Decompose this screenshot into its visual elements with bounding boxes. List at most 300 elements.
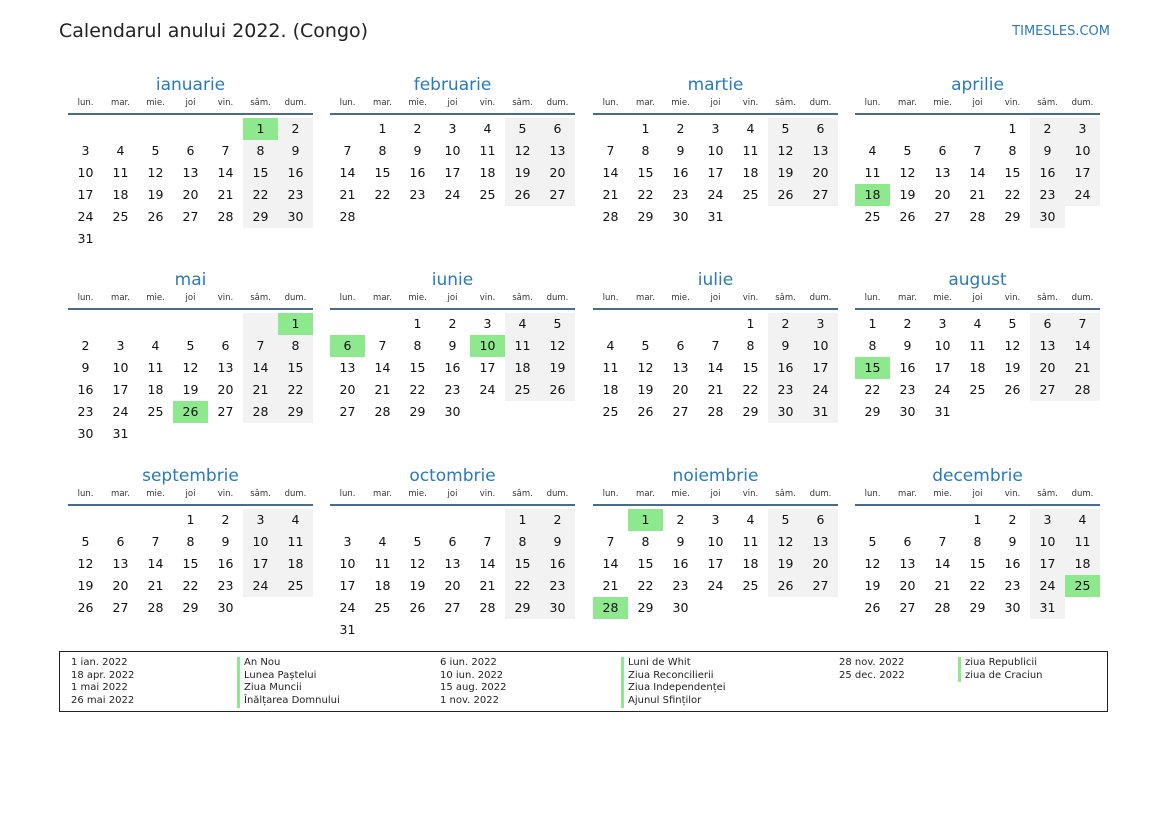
weekday-header xyxy=(855,97,1100,115)
day-cell: 30 xyxy=(672,209,689,224)
day-cell: 28 xyxy=(602,209,619,224)
day-cell: 24 xyxy=(803,379,838,401)
day-cell: 25 xyxy=(1065,575,1100,597)
empty-cell xyxy=(138,509,173,531)
month-octombrie xyxy=(330,464,575,641)
day-cell: 26 xyxy=(864,600,881,615)
weekday-header xyxy=(855,292,1100,310)
day-cell: 8 xyxy=(973,534,982,549)
empty-cell xyxy=(208,118,243,140)
day-cell: 2 xyxy=(1008,512,1017,527)
day-cell: 15 xyxy=(742,360,759,375)
weekday-label: joi xyxy=(185,98,196,108)
weekday-label: lun. xyxy=(77,98,94,108)
empty-cell xyxy=(698,597,733,619)
day-cell: 18 xyxy=(742,556,759,571)
day-cell: 2 xyxy=(278,118,313,140)
weekday-label: sâm. xyxy=(250,293,271,303)
day-cell: 4 xyxy=(746,121,755,136)
day-cell: 10 xyxy=(112,360,129,375)
day-cell: 20 xyxy=(540,162,575,184)
day-cell: 22 xyxy=(742,382,759,397)
month-iunie xyxy=(330,268,575,423)
legend-date: 15 aug. 2022 xyxy=(440,682,507,694)
day-cell: 25 xyxy=(742,578,759,593)
day-cell: 13 xyxy=(444,556,461,571)
empty-cell xyxy=(540,401,575,423)
day-cell: 3 xyxy=(938,316,947,331)
day-cell: 24 xyxy=(479,382,496,397)
weekday-label: lun. xyxy=(339,98,356,108)
day-cell: 30 xyxy=(444,404,461,419)
empty-cell xyxy=(890,509,925,531)
day-cell: 1 xyxy=(186,512,195,527)
day-cell: 5 xyxy=(1008,316,1017,331)
day-cell: 17 xyxy=(934,360,951,375)
day-cell: 13 xyxy=(540,140,575,162)
day-cell: 1 xyxy=(641,121,650,136)
weekday-label: joi xyxy=(185,489,196,499)
month-name: februarie xyxy=(413,75,492,95)
day-cell: 24 xyxy=(77,209,94,224)
weekday-label: mie. xyxy=(146,293,165,303)
day-cell: 4 xyxy=(483,121,492,136)
weekday-label: sâm. xyxy=(1037,98,1058,108)
day-cell: 12 xyxy=(77,556,94,571)
day-cell: 18 xyxy=(278,553,313,575)
day-cell: 6 xyxy=(676,338,685,353)
day-cell: 8 xyxy=(505,531,540,553)
day-cell: 2 xyxy=(768,313,803,335)
month-name: iulie xyxy=(697,270,734,290)
day-cell: 7 xyxy=(151,534,160,549)
day-cell: 20 xyxy=(444,578,461,593)
day-cell: 6 xyxy=(938,143,947,158)
day-cell: 21 xyxy=(1065,357,1100,379)
legend-holiday-name: An Nou xyxy=(237,657,280,670)
day-cell: 12 xyxy=(505,140,540,162)
day-cell: 9 xyxy=(903,338,912,353)
day-cell: 30 xyxy=(278,206,313,228)
day-cell: 23 xyxy=(540,575,575,597)
day-cell: 9 xyxy=(676,534,685,549)
day-cell: 5 xyxy=(768,509,803,531)
day-cell: 26 xyxy=(77,600,94,615)
day-cell: 11 xyxy=(1065,531,1100,553)
weekday-label: dum. xyxy=(546,98,569,108)
day-cell: 23 xyxy=(217,578,234,593)
weekday-label: sâm. xyxy=(1037,293,1058,303)
day-cell: 14 xyxy=(602,556,619,571)
day-cell: 27 xyxy=(182,209,199,224)
empty-cell xyxy=(208,228,243,250)
empty-cell xyxy=(540,619,575,641)
day-cell: 14 xyxy=(969,165,986,180)
day-cell: 23 xyxy=(672,187,689,202)
day-cell: 17 xyxy=(112,382,129,397)
day-cell: 29 xyxy=(409,404,426,419)
day-cell: 28 xyxy=(479,600,496,615)
empty-cell xyxy=(330,509,365,531)
day-cell: 17 xyxy=(77,187,94,202)
day-cell: 9 xyxy=(540,531,575,553)
day-cell: 14 xyxy=(243,357,278,379)
empty-cell xyxy=(435,619,470,641)
day-cell: 28 xyxy=(243,401,278,423)
day-cell: 31 xyxy=(112,426,129,441)
day-cell: 6 xyxy=(221,338,230,353)
weekday-label: joi xyxy=(710,489,721,499)
weekday-label: vin. xyxy=(479,293,496,303)
month-name: mai xyxy=(174,270,207,290)
day-cell: 7 xyxy=(378,338,387,353)
day-cell: 5 xyxy=(413,534,422,549)
day-cell: 25 xyxy=(864,209,881,224)
day-cell: 16 xyxy=(217,556,234,571)
day-cell: 12 xyxy=(637,360,654,375)
day-cell: 30 xyxy=(1004,600,1021,615)
day-cell: 22 xyxy=(243,184,278,206)
day-cell: 1 xyxy=(413,316,422,331)
empty-cell xyxy=(173,423,208,445)
day-cell: 30 xyxy=(77,426,94,441)
site-link[interactable]: TIMESLES.COM xyxy=(1012,24,1110,39)
day-cell: 11 xyxy=(602,360,619,375)
day-cell: 17 xyxy=(444,165,461,180)
day-cell: 25 xyxy=(479,187,496,202)
weekday-label: vin. xyxy=(1004,489,1021,499)
day-cell: 3 xyxy=(448,121,457,136)
day-cell: 7 xyxy=(343,143,352,158)
empty-cell xyxy=(243,597,278,619)
weekday-label: lun. xyxy=(864,293,881,303)
day-cell: 12 xyxy=(864,556,881,571)
day-cell: 24 xyxy=(1030,575,1065,597)
day-cell: 19 xyxy=(540,357,575,379)
empty-cell xyxy=(925,509,960,531)
weekday-label: mar. xyxy=(636,293,655,303)
day-cell: 12 xyxy=(1004,338,1021,353)
day-grid xyxy=(593,313,838,423)
day-cell: 23 xyxy=(672,578,689,593)
weekday-label: joi xyxy=(972,293,983,303)
day-cell: 4 xyxy=(973,316,982,331)
weekday-label: mar. xyxy=(111,98,130,108)
day-cell: 26 xyxy=(637,404,654,419)
day-cell: 11 xyxy=(969,338,986,353)
day-cell: 9 xyxy=(1030,140,1065,162)
day-cell: 9 xyxy=(413,143,422,158)
day-cell: 14 xyxy=(217,165,234,180)
day-cell: 18 xyxy=(374,578,391,593)
legend-date: 10 iun. 2022 xyxy=(440,669,504,681)
day-cell: 17 xyxy=(803,357,838,379)
day-cell: 5 xyxy=(151,143,160,158)
day-cell: 4 xyxy=(868,143,877,158)
legend-holiday-name: Luni de Whit xyxy=(621,657,691,670)
day-grid xyxy=(855,313,1100,423)
day-cell: 30 xyxy=(672,600,689,615)
day-cell: 10 xyxy=(803,335,838,357)
empty-cell xyxy=(855,118,890,140)
day-cell: 22 xyxy=(505,575,540,597)
day-grid xyxy=(855,509,1100,619)
weekday-label: mie. xyxy=(408,293,427,303)
day-cell: 14 xyxy=(374,360,391,375)
day-cell: 21 xyxy=(147,578,164,593)
empty-cell xyxy=(68,313,103,335)
day-cell: 26 xyxy=(540,379,575,401)
legend-date: 18 apr. 2022 xyxy=(71,669,135,681)
day-cell: 2 xyxy=(221,512,230,527)
weekday-label: joi xyxy=(447,489,458,499)
empty-cell xyxy=(173,313,208,335)
day-cell: 12 xyxy=(182,360,199,375)
day-cell: 18 xyxy=(479,165,496,180)
empty-cell xyxy=(960,118,995,140)
day-grid xyxy=(593,509,838,619)
day-cell: 17 xyxy=(1030,553,1065,575)
day-cell: 22 xyxy=(1004,187,1021,202)
empty-cell xyxy=(173,118,208,140)
empty-cell xyxy=(593,509,628,531)
day-grid xyxy=(330,118,575,228)
day-cell: 16 xyxy=(278,162,313,184)
month-aprilie xyxy=(855,73,1100,228)
month-name: noiembrie xyxy=(672,466,759,486)
day-cell: 21 xyxy=(374,382,391,397)
empty-cell xyxy=(278,228,313,250)
day-cell: 23 xyxy=(1004,578,1021,593)
day-cell: 11 xyxy=(479,143,496,158)
day-cell: 18 xyxy=(147,382,164,397)
day-cell: 3 xyxy=(81,143,90,158)
empty-cell xyxy=(470,401,505,423)
day-grid xyxy=(330,313,575,423)
day-cell: 16 xyxy=(444,360,461,375)
weekday-label: dum. xyxy=(284,489,307,499)
day-cell: 29 xyxy=(637,600,654,615)
day-cell: 3 xyxy=(711,121,720,136)
day-cell: 25 xyxy=(112,209,129,224)
day-cell: 11 xyxy=(505,335,540,357)
day-cell: 15 xyxy=(278,357,313,379)
empty-cell xyxy=(68,118,103,140)
day-cell: 13 xyxy=(112,556,129,571)
legend-date: 1 nov. 2022 xyxy=(440,695,499,707)
day-cell: 21 xyxy=(479,578,496,593)
weekday-label: sâm. xyxy=(775,293,796,303)
empty-cell xyxy=(470,619,505,641)
weekday-label: sâm. xyxy=(512,293,533,303)
day-cell: 15 xyxy=(855,357,890,379)
day-cell: 5 xyxy=(641,338,650,353)
day-cell: 16 xyxy=(672,165,689,180)
weekday-label: sâm. xyxy=(250,489,271,499)
day-cell: 17 xyxy=(243,553,278,575)
day-cell: 31 xyxy=(339,622,356,637)
day-cell: 9 xyxy=(448,338,457,353)
day-cell: 7 xyxy=(711,338,720,353)
weekday-label: dum. xyxy=(284,293,307,303)
empty-cell xyxy=(1030,401,1065,423)
day-cell: 16 xyxy=(77,382,94,397)
day-cell: 28 xyxy=(934,600,951,615)
day-cell: 25 xyxy=(969,382,986,397)
day-grid xyxy=(68,118,313,250)
day-cell: 4 xyxy=(606,338,615,353)
weekday-label: dum. xyxy=(809,98,832,108)
day-cell: 19 xyxy=(768,553,803,575)
legend-holiday-name: Înălțarea Domnului xyxy=(237,695,340,708)
empty-cell xyxy=(365,313,400,335)
day-cell: 9 xyxy=(278,140,313,162)
day-cell: 13 xyxy=(182,165,199,180)
empty-cell xyxy=(365,206,400,228)
empty-cell xyxy=(243,228,278,250)
weekday-label: mie. xyxy=(408,98,427,108)
day-cell: 2 xyxy=(1030,118,1065,140)
weekday-label: sâm. xyxy=(775,489,796,499)
day-cell: 6 xyxy=(540,118,575,140)
empty-cell xyxy=(103,118,138,140)
day-cell: 11 xyxy=(374,556,391,571)
weekday-label: mar. xyxy=(111,489,130,499)
day-cell: 13 xyxy=(339,360,356,375)
weekday-label: lun. xyxy=(339,489,356,499)
day-cell: 26 xyxy=(768,184,803,206)
day-cell: 30 xyxy=(899,404,916,419)
day-cell: 25 xyxy=(505,379,540,401)
empty-cell xyxy=(628,313,663,335)
day-cell: 7 xyxy=(606,143,615,158)
day-cell: 10 xyxy=(1065,140,1100,162)
day-cell: 20 xyxy=(339,382,356,397)
day-cell: 31 xyxy=(707,209,724,224)
month-ianuarie xyxy=(68,73,313,250)
weekday-label: mar. xyxy=(636,98,655,108)
day-cell: 27 xyxy=(934,209,951,224)
empty-cell xyxy=(330,313,365,335)
day-cell: 14 xyxy=(479,556,496,571)
day-cell: 1 xyxy=(1008,121,1017,136)
weekday-label: joi xyxy=(972,98,983,108)
empty-cell xyxy=(208,423,243,445)
day-cell: 8 xyxy=(746,338,755,353)
day-cell: 30 xyxy=(217,600,234,615)
day-cell: 11 xyxy=(864,165,881,180)
day-cell: 7 xyxy=(606,534,615,549)
day-cell: 27 xyxy=(112,600,129,615)
day-cell: 16 xyxy=(1004,556,1021,571)
day-cell: 23 xyxy=(899,382,916,397)
weekday-label: lun. xyxy=(339,293,356,303)
day-cell: 20 xyxy=(803,162,838,184)
empty-cell xyxy=(365,619,400,641)
day-cell: 1 xyxy=(628,509,663,531)
empty-cell xyxy=(400,206,435,228)
day-cell: 5 xyxy=(186,338,195,353)
day-cell: 27 xyxy=(1030,379,1065,401)
day-cell: 6 xyxy=(903,534,912,549)
day-cell: 23 xyxy=(409,187,426,202)
day-cell: 3 xyxy=(1065,118,1100,140)
empty-cell xyxy=(995,401,1030,423)
day-cell: 4 xyxy=(1065,509,1100,531)
day-cell: 29 xyxy=(969,600,986,615)
day-cell: 2 xyxy=(540,509,575,531)
day-cell: 7 xyxy=(1065,313,1100,335)
day-cell: 25 xyxy=(602,404,619,419)
day-cell: 26 xyxy=(173,401,208,423)
day-grid xyxy=(68,313,313,445)
day-cell: 28 xyxy=(217,209,234,224)
day-cell: 23 xyxy=(77,404,94,419)
day-cell: 1 xyxy=(973,512,982,527)
legend-holiday-name: Ajunul Sfinților xyxy=(621,695,701,708)
day-cell: 6 xyxy=(803,509,838,531)
day-cell: 9 xyxy=(1008,534,1017,549)
day-cell: 15 xyxy=(182,556,199,571)
day-cell: 31 xyxy=(803,401,838,423)
day-cell: 23 xyxy=(1030,184,1065,206)
weekday-label: mie. xyxy=(933,293,952,303)
day-cell: 10 xyxy=(707,534,724,549)
day-cell: 27 xyxy=(803,575,838,597)
day-cell: 8 xyxy=(413,338,422,353)
weekday-label: mie. xyxy=(933,489,952,499)
day-cell: 20 xyxy=(217,382,234,397)
day-cell: 5 xyxy=(540,313,575,335)
month-decembrie xyxy=(855,464,1100,619)
empty-cell xyxy=(103,228,138,250)
day-cell: 15 xyxy=(505,553,540,575)
day-cell: 5 xyxy=(81,534,90,549)
day-cell: 25 xyxy=(147,404,164,419)
weekday-header xyxy=(68,97,313,115)
legend-date: 1 mai 2022 xyxy=(71,682,128,694)
weekday-label: vin. xyxy=(1004,98,1021,108)
day-cell: 3 xyxy=(343,534,352,549)
day-cell: 30 xyxy=(768,401,803,423)
day-cell: 15 xyxy=(374,165,391,180)
day-cell: 27 xyxy=(444,600,461,615)
day-cell: 10 xyxy=(934,338,951,353)
month-name: aprilie xyxy=(951,75,1004,95)
day-cell: 5 xyxy=(868,534,877,549)
day-cell: 27 xyxy=(672,404,689,419)
month-noiembrie xyxy=(593,464,838,619)
weekday-label: joi xyxy=(185,293,196,303)
weekday-label: sâm. xyxy=(775,98,796,108)
empty-cell xyxy=(138,423,173,445)
day-cell: 19 xyxy=(409,578,426,593)
day-cell: 19 xyxy=(147,187,164,202)
day-cell: 10 xyxy=(1030,531,1065,553)
day-cell: 9 xyxy=(768,335,803,357)
empty-cell xyxy=(400,509,435,531)
day-cell: 13 xyxy=(672,360,689,375)
weekday-label: mar. xyxy=(373,293,392,303)
day-cell: 24 xyxy=(339,600,356,615)
day-cell: 7 xyxy=(973,143,982,158)
weekday-label: mar. xyxy=(636,489,655,499)
weekday-label: mar. xyxy=(373,98,392,108)
day-cell: 29 xyxy=(182,600,199,615)
day-cell: 22 xyxy=(182,578,199,593)
day-cell: 5 xyxy=(903,143,912,158)
day-cell: 17 xyxy=(339,578,356,593)
